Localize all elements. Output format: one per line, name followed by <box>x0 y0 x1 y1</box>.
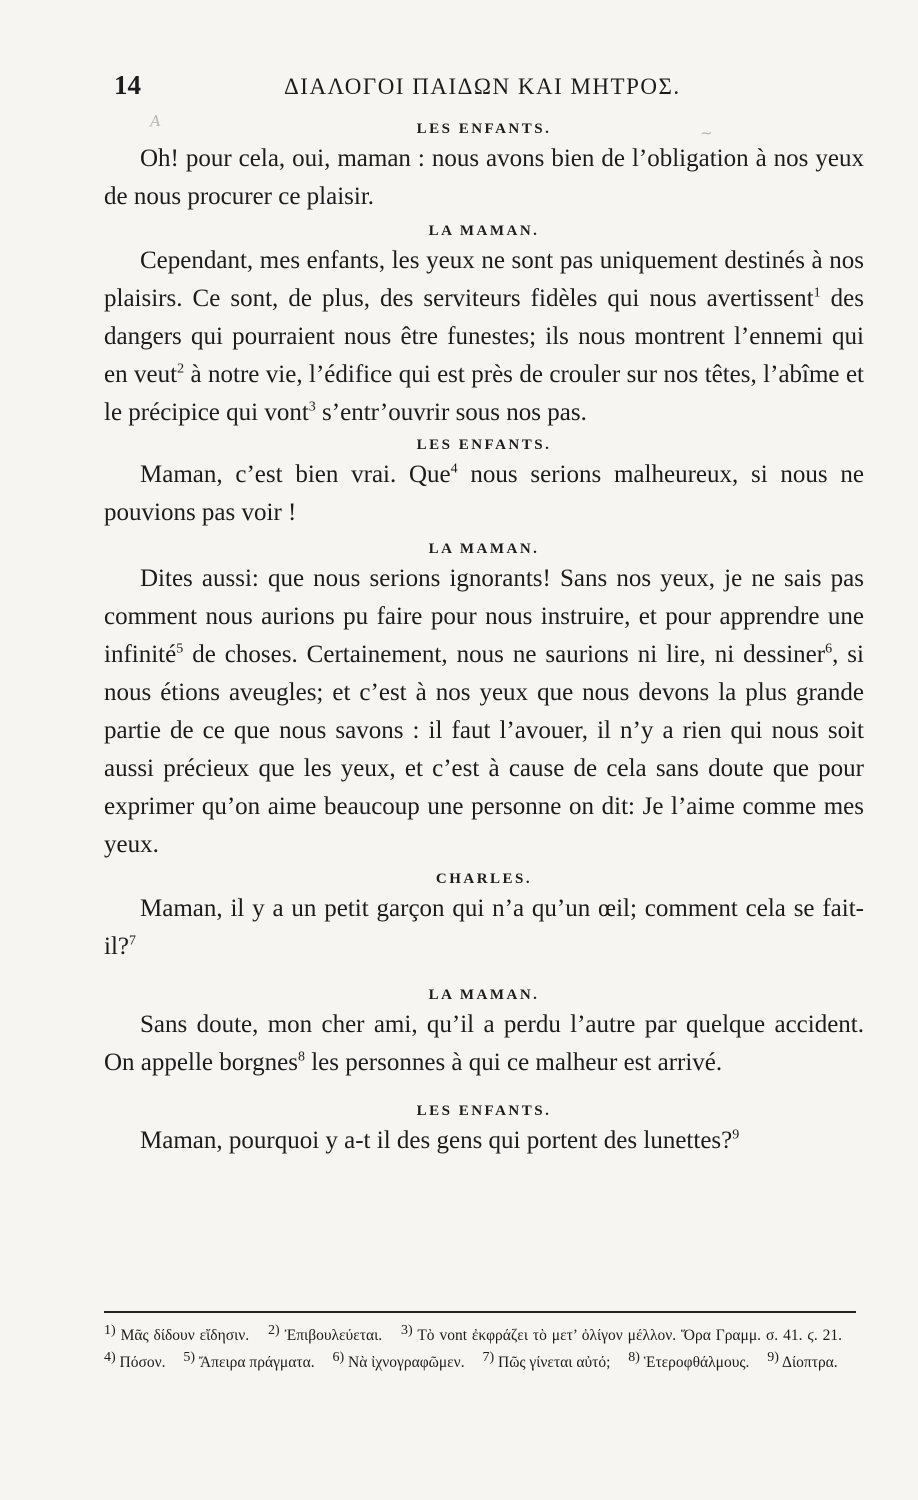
paragraph: Maman, c’est bien vrai. Que$^4$ nous serions malheureux, si nous ne pouvions pas voir ! <box>104 461 865 526</box>
footnote: $^{1)}$ Μᾶς δίδουν εἴδησιν. <box>104 1322 250 1344</box>
footnote-ref: 2 <box>177 361 185 377</box>
speaker-label: LA MAMAN. <box>428 541 540 557</box>
footnote: $^{2)}$ Ἐπιβουλεύεται. <box>268 1322 383 1344</box>
footnote-ref: 6 <box>825 641 833 657</box>
running-title: ΔΙΑΛΟΓΟΙ ΠΑΙΔΩΝ ΚΑΙ ΜΗΤΡΟΣ. <box>284 74 681 99</box>
footnote-ref: 8 <box>297 1049 305 1065</box>
speaker-label: LA MAMAN. <box>428 223 540 239</box>
footnote: $^{9)}$ Δίοπτρα. <box>767 1349 838 1371</box>
paragraph: Cependant, mes enfants, les yeux ne sont pas uniquement destinés à nos plaisirs. Ce sont, de plus, des serviteurs fidèles qui nous avertissent$^1$ des dangers qui pourraient nous être funestes; ils nous montrent l’ennemi qui en veut$^2$ à notre vie, l’édifice qui est près de crouler sur nos têtes, l’abîme et le précipice qui vont$^3$ s’entr’ouvrir sous nos pas. <box>104 247 864 426</box>
pencil-marginalia: A <box>149 111 162 131</box>
speaker-label: CHARLES. <box>435 871 533 887</box>
footnote: $^{4)}$ Πόσον. <box>104 1349 166 1371</box>
paragraph: Dites aussi: que nous serions ignorants! Sans nos yeux, je ne sais pas comment nous aurions pu faire pour nous instruire, et pour apprendre une infinité$^5$ de choses. Certainement, nous ne saurions ni lire, ni dessiner$^6$, si nous étions aveugles; et c’est à nos yeux que nous devons la plus grande partie de ce que nous savons : il faut l’avouer, il n’y a rien qui nous soit aussi précieux que les yeux, et c’est à cause de cela sans doute que pour exprimer qu’on aime beaucoup une personne on dit: Je l’aime comme mes yeux. <box>104 565 864 858</box>
footnotes <box>104 1322 856 1376</box>
footnote: $^{6)}$ Νὰ ἰχνογραφῶμεν. <box>332 1349 465 1371</box>
dialogue-text <box>104 118 864 1160</box>
footnote: $^{5)}$ Ἄπειρα πράγματα. <box>183 1349 315 1371</box>
footnote-ref: 1 <box>813 285 821 301</box>
paragraph: Maman, il y a un petit garçon qui n’a qu’un œil; comment cela se fait-il?$^7$ <box>104 895 864 960</box>
speaker-label: LES ENFANTS. <box>416 1103 552 1119</box>
footnote-ref: 4 <box>450 461 458 477</box>
paragraph: Oh! pour cela, oui, maman : nous avons bien de l’obligation à nos yeux de nous procurer ce plaisir. <box>104 145 864 210</box>
footnote-ref: 3 <box>308 399 316 415</box>
page-header <box>104 70 864 104</box>
footnote: $^{7)}$ Πῶς γίνεται αὐτό; <box>482 1349 611 1371</box>
footnote-rule <box>104 1311 856 1313</box>
speaker-label: LES ENFANTS. <box>416 121 552 137</box>
speaker-label: LA MAMAN. <box>428 987 540 1003</box>
page-number: 14 <box>114 70 141 100</box>
footnote-ref: 9 <box>732 1127 740 1143</box>
speaker-label: LES ENFANTS. <box>416 437 552 453</box>
footnote-ref: 7 <box>129 933 136 949</box>
pencil-marginalia: ~ <box>699 123 714 143</box>
paragraph: Maman, pourquoi y a-t il des gens qui portent des lunettes?$^9$ <box>140 1127 740 1154</box>
paragraph: Sans doute, mon cher ami, qu’il a perdu l’autre par quelque accident. On appelle borgnes$^8$ les personnes à qui ce malheur est arrivé. <box>104 1011 864 1076</box>
footnote: $^{8)}$ Ἑτεροφθάλμους. <box>628 1349 750 1371</box>
footnote: $^{3)}$ Τὸ vont ἐκφράζει τὸ μετ’ ὀλίγον μέλλον. Ὅρα Γραμμ. σ. 41. ϛ. 21. <box>401 1322 843 1344</box>
footnote-ref: 5 <box>176 641 184 657</box>
